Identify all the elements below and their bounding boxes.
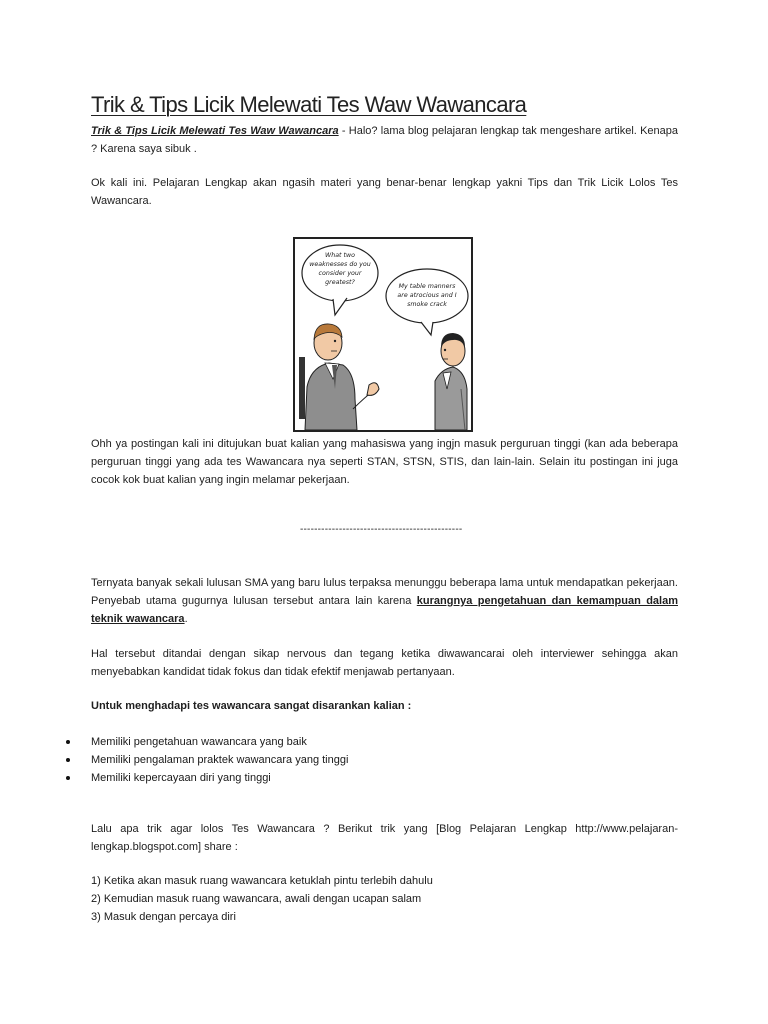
bubble-left-line-2: weaknesses do you [309,261,371,268]
paragraph-5: Lalu apa trik agar lolos Tes Wawancara ? Berikut trik yang [Blog Pelajaran Lengkap http://www.pelajaran-lengkap.blogspot.com] share : [91,823,678,853]
bubble-left-line-1: What two [324,252,356,259]
paragraph-3-end: . [184,613,188,625]
comic-svg [295,239,471,430]
intro-title-link[interactable]: Trik & Tips Licik Melewati Tes Waw Wawancara [91,125,339,137]
interviewer-figure [305,324,379,430]
bullet-icon [66,740,70,744]
bubble-right-line-2: are atrocious and I [397,292,457,299]
separator-line: ---------------------------------------------- [300,524,463,535]
paragraph-3-text: Ternyata banyak sekali lulusan SMA yang baru lulus terpaksa menunggu beberapa lama untuk mendapatkan pekerjaan. Penyebab utama gugurnya lulusan tersebut antara lain karena [91,577,678,607]
bullet-icon [66,758,70,762]
steps-list [91,872,433,926]
step-item: 3) Masuk dengan percaya diri [91,911,236,923]
intro-text: - Halo? lama blog pelajaran lengkap tak mengeshare artikel. Kenapa ? Karena saya sibuk . [91,125,678,155]
bubble-right-line-3: smoke crack [407,301,447,308]
bullet-icon [66,776,70,780]
speech-bubble-left [302,245,378,315]
paragraph-4: Hal tersebut ditandai dengan sikap nervous dan tegang ketika diwawancarai oleh interviewer sehingga akan menyebabkan kandidat tidak fokus dan tidak efektif menjawab pertanyaan. [91,648,678,678]
speech-bubble-right [386,269,468,335]
paragraph-1: Ok kali ini. Pelajaran Lengkap akan ngasih materi yang benar-benar lengkap yakni Tips dan Trik Licik Lolos Tes Wawancara. [91,177,678,207]
paragraph-3-emphasis: kurangnya pengetahuan dan kemampuan dalam teknik wawancara [91,595,678,625]
candidate-figure [435,333,467,430]
list-item [66,751,348,769]
advice-heading: Untuk menghadapi tes wawancara sangat disarankan kalian : [91,700,412,712]
bubble-left-line-3: consider your [318,270,362,277]
paragraph-3 [91,574,678,628]
advice-list [66,733,348,787]
list-item-text: Memiliki kepercayaan diri yang tinggi [91,772,271,784]
list-item-text: Memiliki pengalaman praktek wawancara yang tinggi [91,754,349,766]
paragraph-2: Ohh ya postingan kali ini ditujukan buat kalian yang mahasiswa yang ingjn masuk perguruan tinggi (kan ada beberapa perguruan tinggi yang ada tes Wawancara nya seperti STAN, STSN, STIS, dan lain-lain. Selain itu postingan ini juga cocok kok buat kalian yang ingin melamar pekerjaan. [91,438,678,486]
list-item [66,733,348,751]
bubble-left-line-4: greatest? [325,279,355,286]
step-item: 1) Ketika akan masuk ruang wawancara ketuklah pintu terlebih dahulu [91,875,433,887]
step-item: 2) Kemudian masuk ruang wawancara, awali dengan ucapan salam [91,893,422,905]
bubble-right-line-1: My table manners [398,283,456,290]
intro-paragraph [91,122,678,158]
comic-illustration [293,237,473,432]
list-item-text: Memiliki pengetahuan wawancara yang baik [91,736,307,748]
list-item [66,769,348,787]
page-title: Trik & Tips Licik Melewati Tes Waw Wawancara [91,92,527,117]
